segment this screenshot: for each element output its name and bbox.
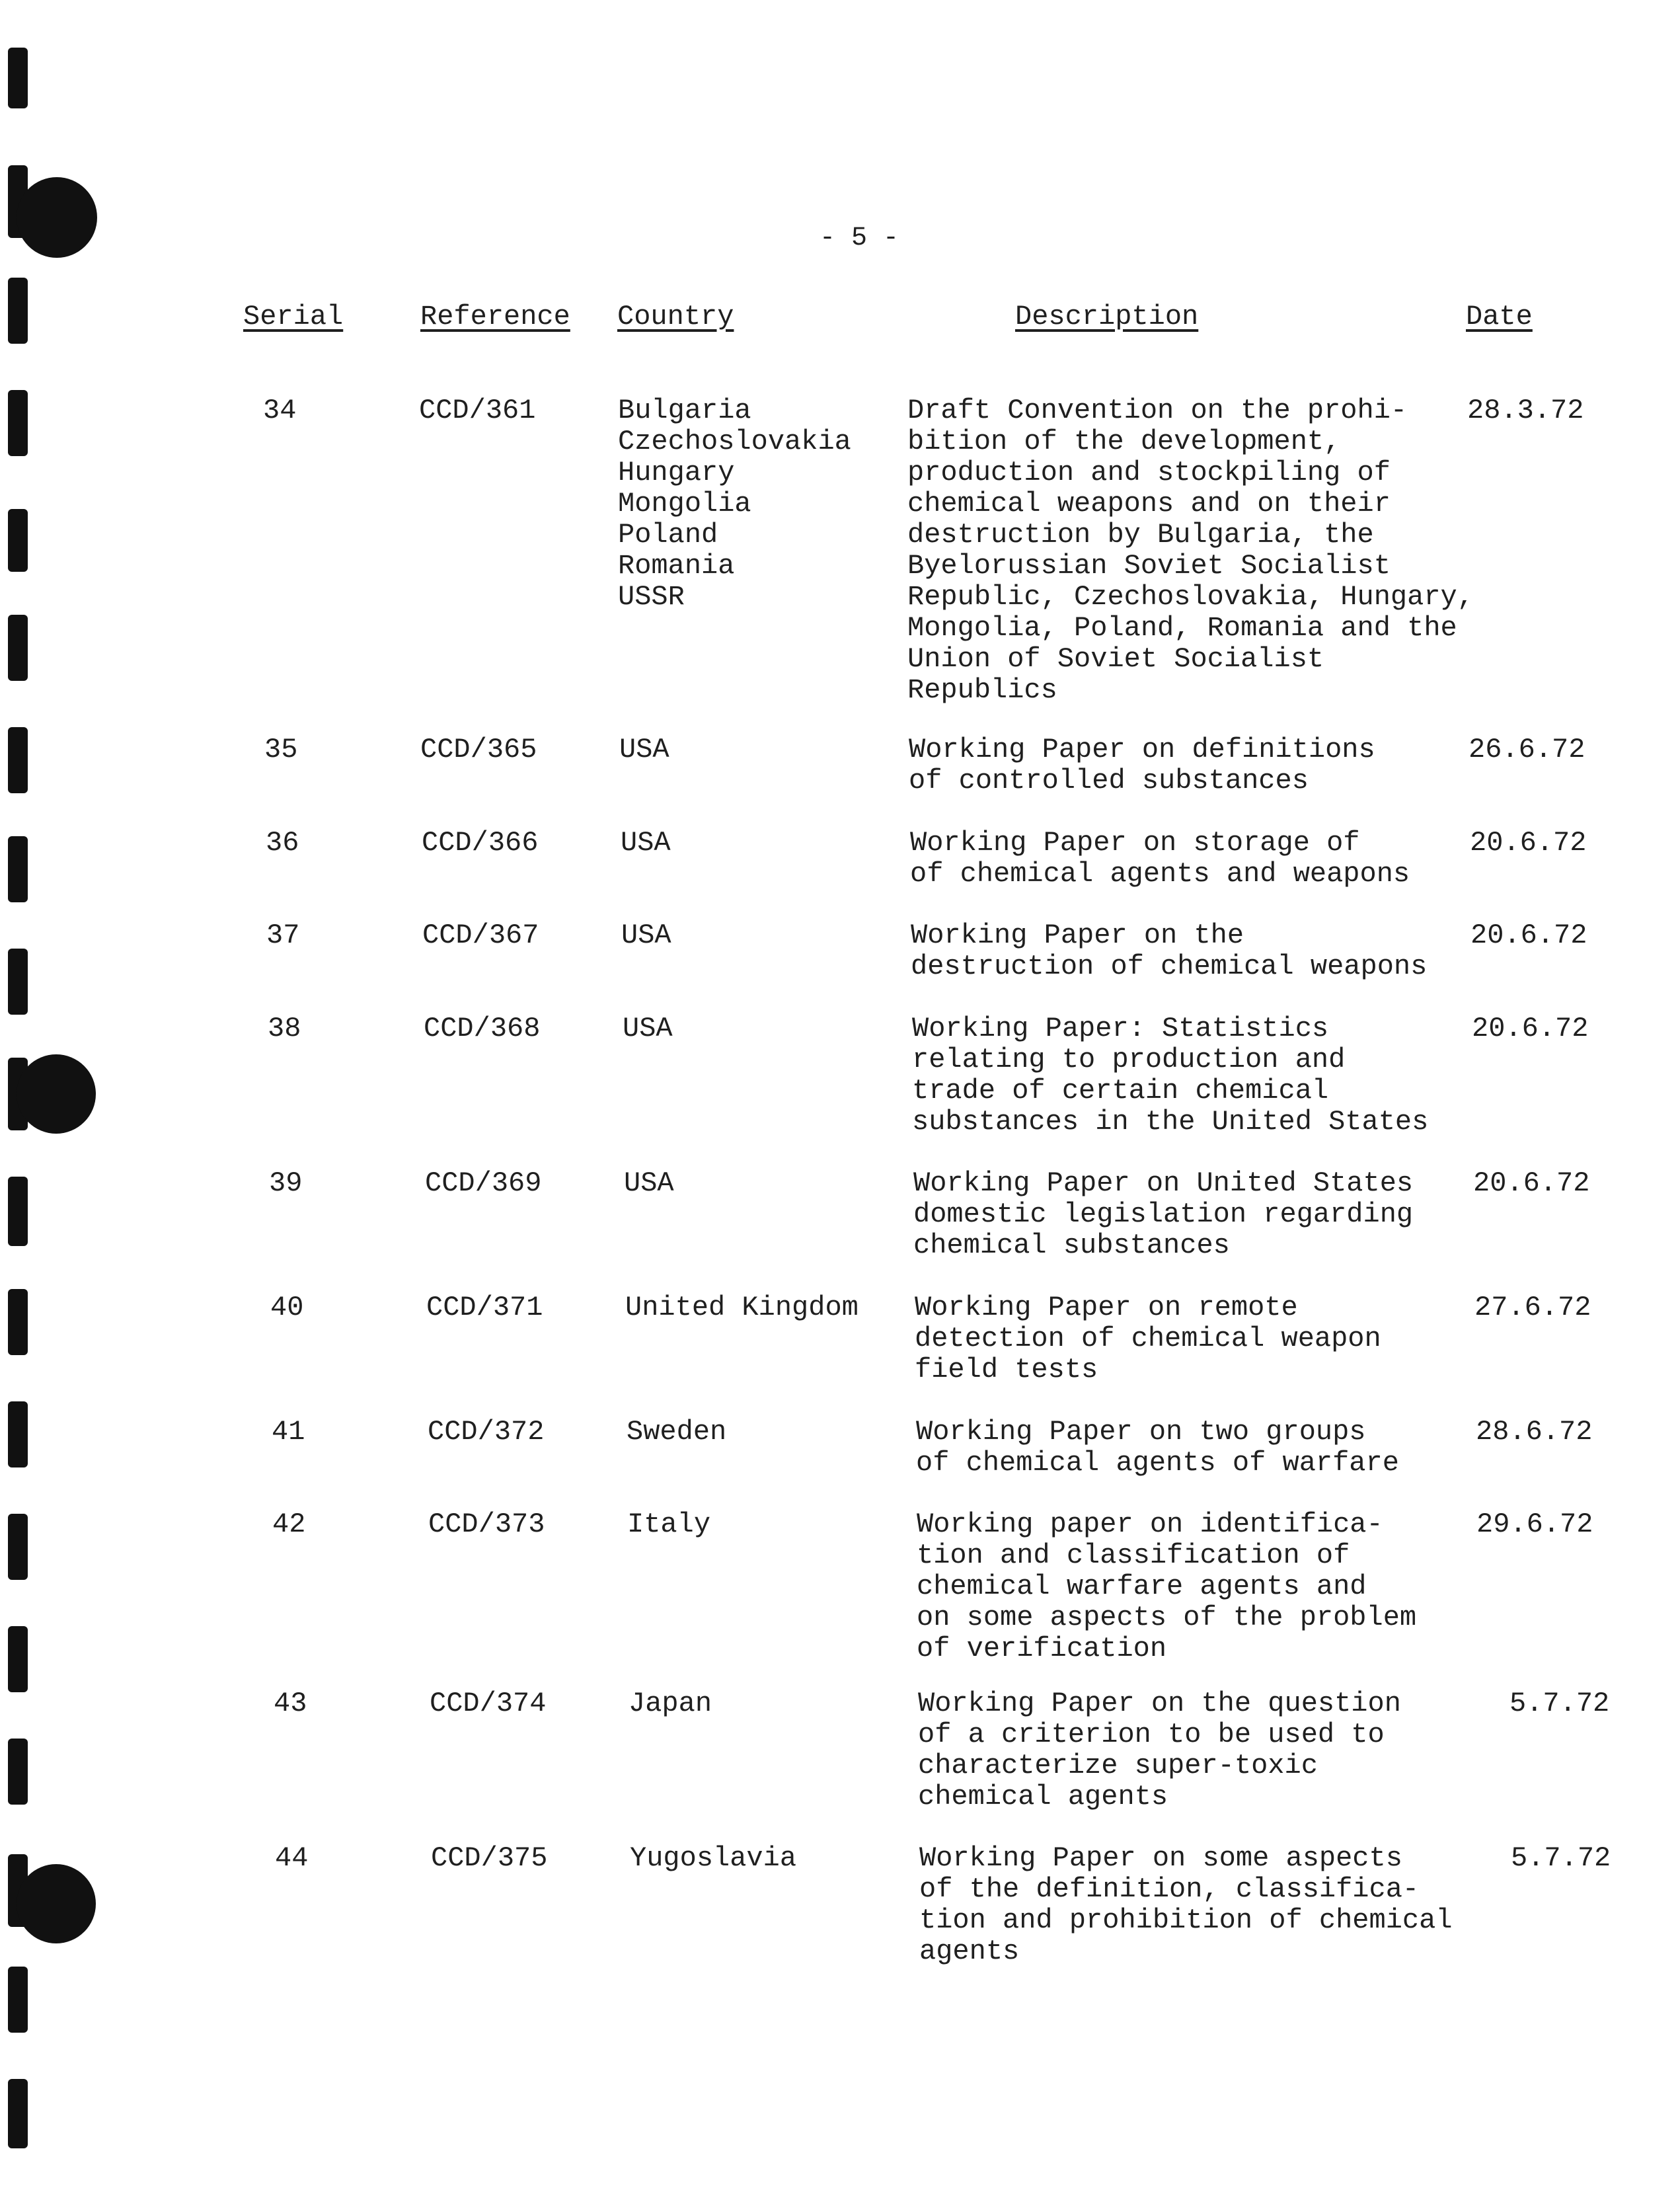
binder-mark	[8, 1739, 28, 1805]
country-line: Italy	[627, 1508, 711, 1540]
cell-reference: CCD/372	[428, 1416, 545, 1448]
page-number: - 5 -	[819, 223, 899, 253]
cell-date: 20.6.72	[1472, 1013, 1589, 1044]
description-line: Working Paper on definitions	[909, 734, 1375, 765]
binder-mark	[8, 1967, 28, 2033]
cell-reference: CCD/371	[426, 1292, 543, 1323]
binder-hole	[17, 1054, 96, 1134]
cell-description	[910, 828, 1410, 890]
description-line: Working Paper on two groups	[916, 1416, 1366, 1448]
cell-description	[907, 395, 1474, 706]
cell-serial: 43	[274, 1688, 307, 1719]
cell-description	[911, 920, 1427, 982]
binder-hole	[17, 177, 97, 258]
cell-country	[623, 1013, 673, 1044]
binder-mark	[8, 390, 28, 456]
cell-serial: 44	[275, 1842, 309, 1874]
cell-reference: CCD/374	[430, 1688, 547, 1719]
description-line: domestic legislation regarding	[913, 1198, 1414, 1230]
binder-mark	[8, 278, 28, 344]
description-line: of chemical agents of warfare	[916, 1447, 1399, 1479]
description-line: substances in the United States	[912, 1106, 1429, 1138]
binder-mark	[8, 48, 28, 108]
description-line: field tests	[915, 1354, 1098, 1386]
header-reference: Reference	[420, 301, 570, 332]
cell-country	[629, 1688, 712, 1719]
cell-country	[627, 1509, 710, 1540]
country-line: Poland	[618, 519, 718, 551]
cell-description	[909, 734, 1375, 797]
description-line: characterize super-toxic	[918, 1750, 1318, 1781]
description-line: relating to production and	[912, 1044, 1346, 1075]
cell-serial: 35	[264, 734, 298, 765]
description-line: Working Paper on some aspects	[919, 1842, 1402, 1874]
header-serial: Serial	[243, 301, 344, 332]
cell-date: 28.3.72	[1467, 395, 1584, 426]
country-line: USA	[619, 734, 669, 765]
cell-reference: CCD/368	[424, 1013, 541, 1044]
description-line: bition of the development,	[907, 426, 1341, 457]
description-line: on some aspects of the problem	[917, 1602, 1417, 1633]
description-line: Working Paper on the	[911, 919, 1244, 951]
cell-description	[918, 1688, 1401, 1813]
country-line: Yugoslavia	[630, 1842, 797, 1874]
cell-country	[625, 1292, 859, 1323]
cell-reference: CCD/367	[422, 919, 539, 951]
binder-mark	[8, 727, 28, 793]
country-line: USA	[621, 919, 671, 951]
cell-serial: 34	[263, 395, 297, 426]
cell-serial: 37	[266, 919, 300, 951]
description-line: chemical weapons and on their	[907, 488, 1391, 520]
cell-date: 27.6.72	[1474, 1292, 1591, 1323]
cell-reference: CCD/375	[431, 1842, 548, 1874]
description-line: detection of chemical weapon	[915, 1323, 1381, 1354]
description-line: of chemical agents and weapons	[910, 858, 1410, 890]
cell-country	[624, 1168, 674, 1199]
description-line: of a criterion to be used to	[918, 1719, 1385, 1750]
cell-reference: CCD/366	[422, 827, 539, 859]
binder-mark	[8, 949, 28, 1015]
description-line: destruction of chemical weapons	[911, 951, 1428, 982]
description-line: Working Paper on remote	[915, 1292, 1298, 1323]
cell-date: 28.6.72	[1476, 1416, 1593, 1448]
description-line: of controlled substances	[909, 765, 1309, 797]
cell-serial: 42	[272, 1508, 306, 1540]
cell-country	[618, 395, 851, 613]
cell-date: 20.6.72	[1473, 1167, 1590, 1199]
country-line: Hungary	[618, 457, 735, 489]
cell-serial: 40	[270, 1292, 304, 1323]
cell-reference: CCD/373	[428, 1508, 545, 1540]
cell-date: 5.7.72	[1511, 1842, 1611, 1874]
description-line: Byelorussian Soviet Socialist	[907, 550, 1391, 582]
cell-date: 20.6.72	[1470, 919, 1587, 951]
country-line: Bulgaria	[618, 395, 751, 426]
cell-country	[627, 1417, 726, 1448]
description-line: Working Paper on United States	[913, 1167, 1414, 1199]
description-line: Union of Soviet Socialist	[907, 643, 1324, 675]
binder-mark	[8, 615, 28, 681]
binder-mark	[8, 509, 28, 572]
description-line: Republic, Czechoslovakia, Hungary,	[907, 581, 1474, 613]
binder-mark	[8, 2079, 28, 2148]
country-line: United Kingdom	[625, 1292, 859, 1323]
binder-mark	[8, 1626, 28, 1692]
header-description: Description	[1015, 301, 1199, 332]
description-line: chemical agents	[918, 1781, 1168, 1813]
description-line: of the definition, classifica-	[919, 1873, 1420, 1905]
cell-country	[621, 828, 671, 859]
cell-date: 29.6.72	[1476, 1508, 1593, 1540]
cell-description	[917, 1509, 1416, 1664]
cell-serial: 41	[272, 1416, 305, 1448]
cell-reference: CCD/361	[419, 395, 536, 426]
description-line: Draft Convention on the prohi-	[907, 395, 1408, 426]
description-line: chemical warfare agents and	[917, 1571, 1367, 1602]
cell-description	[916, 1417, 1399, 1479]
country-line: Mongolia	[618, 488, 751, 520]
binder-mark	[8, 1289, 28, 1355]
country-line: USA	[621, 827, 671, 859]
binder-mark	[8, 1177, 28, 1246]
country-line: USA	[624, 1167, 674, 1199]
cell-serial: 38	[268, 1013, 301, 1044]
country-line: Czechoslovakia	[618, 426, 851, 457]
description-line: Republics	[907, 674, 1057, 706]
country-line: Japan	[629, 1688, 712, 1719]
cell-serial: 36	[266, 827, 299, 859]
cell-reference: CCD/369	[425, 1167, 542, 1199]
cell-serial: 39	[269, 1167, 303, 1199]
cell-date: 5.7.72	[1509, 1688, 1610, 1719]
description-line: Working Paper on the question	[918, 1688, 1401, 1719]
description-line: tion and prohibition of chemical	[919, 1904, 1453, 1936]
description-line: Working Paper on storage of	[910, 827, 1360, 859]
description-line: Working paper on identifica-	[917, 1508, 1383, 1540]
cell-date: 26.6.72	[1469, 734, 1585, 765]
header-date: Date	[1466, 301, 1533, 332]
cell-reference: CCD/365	[420, 734, 537, 765]
description-line: trade of certain chemical	[912, 1075, 1329, 1107]
country-line: USSR	[618, 581, 685, 613]
binder-mark	[8, 1514, 28, 1580]
cell-description	[915, 1292, 1381, 1386]
cell-country	[619, 734, 669, 765]
description-line: Mongolia, Poland, Romania and the	[907, 612, 1457, 644]
country-line: Romania	[618, 550, 735, 582]
description-line: destruction by Bulgaria, the	[907, 519, 1374, 551]
description-line: of verification	[917, 1633, 1167, 1664]
description-line: agents	[919, 1936, 1020, 1967]
binder-mark	[8, 1401, 28, 1467]
header-country: Country	[617, 301, 734, 332]
cell-description	[919, 1843, 1453, 1967]
country-line: USA	[623, 1013, 673, 1044]
cell-country	[630, 1843, 796, 1874]
description-line: chemical substances	[913, 1230, 1230, 1261]
binder-mark	[8, 836, 28, 902]
description-line: Working Paper: Statistics	[912, 1013, 1329, 1044]
description-line: tion and classification of	[917, 1540, 1350, 1571]
cell-country	[621, 920, 671, 951]
country-line: Sweden	[627, 1416, 727, 1448]
cell-date: 20.6.72	[1470, 827, 1587, 859]
cell-description	[913, 1168, 1413, 1261]
cell-description	[912, 1013, 1428, 1138]
binder-hole	[17, 1864, 96, 1943]
description-line: production and stockpiling of	[907, 457, 1391, 489]
